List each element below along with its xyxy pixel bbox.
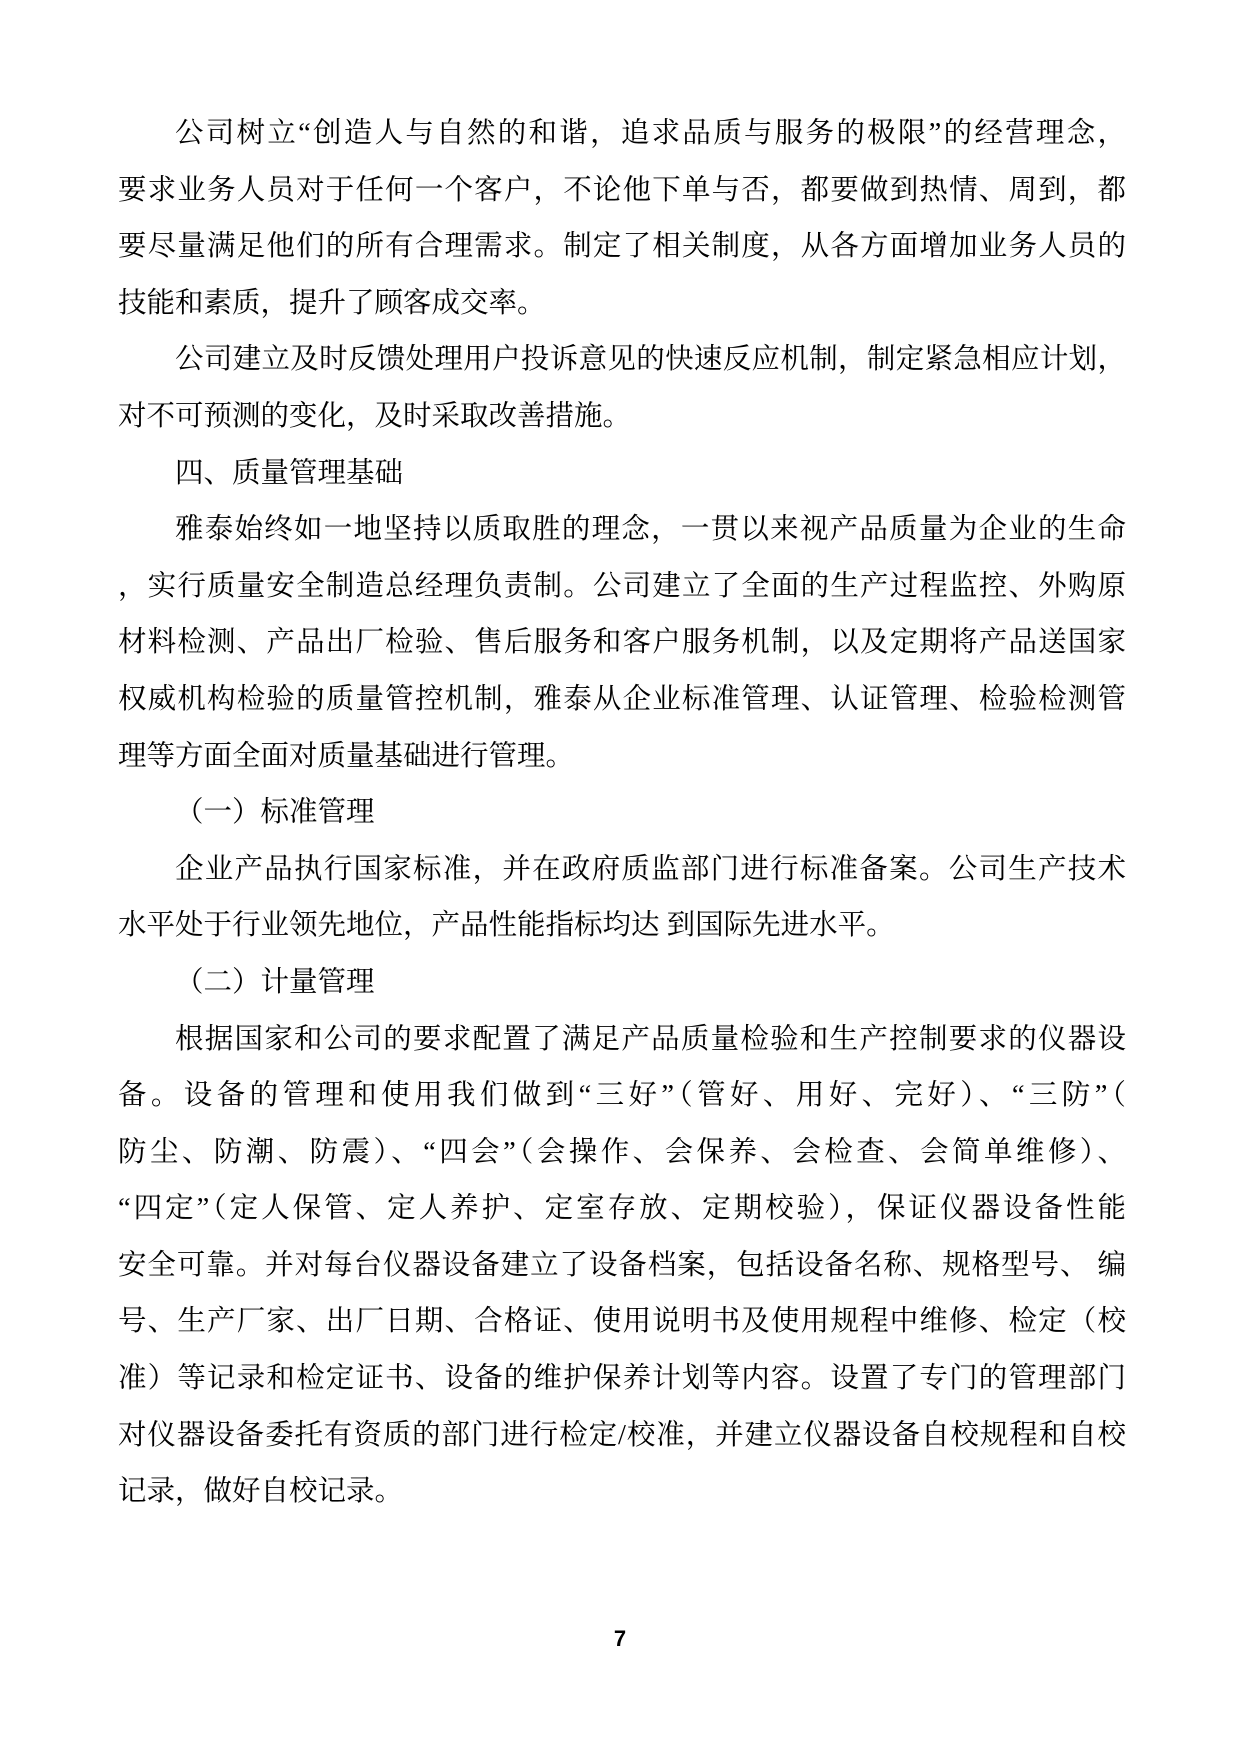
text-line: 水平处于行业领先地位，产品性能指标均达 到国际先进水平。 xyxy=(118,910,895,942)
heading-standard-management xyxy=(118,785,1126,842)
para-standard-management xyxy=(118,842,1126,955)
text-line: 要尽量满足他们的所有合理需求。制定了相关制度，从各方面增加业务人员的 xyxy=(118,231,1126,263)
heading-metrology-management xyxy=(118,955,1126,1012)
text-line: 号、生产厂家、出厂日期、合格证、使用说明书及使用规程中维修、检定（校 xyxy=(118,1306,1126,1338)
text-line: “四定”（定人保管、定人养护、定室存放、定期校验），保证仪器设备性能 xyxy=(118,1193,1126,1225)
text-line: 雅泰始终如一地坚持以质取胜的理念，一贯以来视产品质量为企业的生命 xyxy=(175,514,1126,546)
text-line: 备。设备的管理和使用我们做到“三好”（管好、用好、完好）、“三防”（ xyxy=(118,1080,1126,1112)
text-line: 准）等记录和检定证书、设备的维护保养计划等内容。设置了专门的管理部门 xyxy=(118,1363,1126,1395)
text-line: 根据国家和公司的要求配置了满足产品质量检验和生产控制要求的仪器设 xyxy=(175,1023,1126,1055)
heading-line: （一）标准管理 xyxy=(175,797,375,829)
text-line: 公司树立“创造人与自然的和谐，追求品质与服务的极限”的经营理念， xyxy=(175,118,1126,149)
heading-line: （二）计量管理 xyxy=(175,966,375,998)
text-line: 企业产品执行国家标准，并在政府质监部门进行标准备案。公司生产技术 xyxy=(175,853,1126,885)
text-line: 对仪器设备委托有资质的部门进行检定/校准，并建立仪器设备自校规程和自校 xyxy=(118,1419,1126,1451)
para-quality-overview xyxy=(118,502,1126,785)
document-body xyxy=(118,106,1126,1521)
page-number: 7 xyxy=(613,1626,627,1651)
heading-quality-management-basis xyxy=(118,446,1126,503)
text-line: 要求业务人员对于任何一个客户，不论他下单与否，都要做到热情、周到，都 xyxy=(118,174,1126,206)
text-line: 公司建立及时反馈处理用户投诉意见的快速反应机制，制定紧急相应计划， xyxy=(175,344,1126,376)
para-feedback-mechanism xyxy=(118,332,1126,445)
para-operating-philosophy xyxy=(118,106,1126,332)
text-line: 权威机构检验的质量管控机制，雅泰从企业标准管理、认证管理、检验检测管 xyxy=(118,683,1126,715)
heading-line: 四、质量管理基础 xyxy=(175,457,404,489)
para-metrology-management xyxy=(118,1012,1126,1521)
text-line: 材料检测、产品出厂检验、售后服务和客户服务机制，以及定期将产品送国家 xyxy=(118,627,1126,659)
text-line: 理等方面全面对质量基础进行管理。 xyxy=(118,740,575,772)
text-line: 技能和素质，提升了顾客成交率。 xyxy=(118,287,546,319)
text-line: 安全可靠。并对每台仪器设备建立了设备档案，包括设备名称、规格型号、 编 xyxy=(118,1249,1126,1281)
text-line: 防尘、防潮、防震）、“四会”（会操作、会保养、会检查、会简单维修）、 xyxy=(118,1136,1126,1168)
text-line: 记录，做好自校记录。 xyxy=(118,1476,404,1508)
text-line: ，实行质量安全制造总经理负责制。公司建立了全面的生产过程监控、外购原 xyxy=(118,570,1126,602)
text-line: 对不可预测的变化，及时采取改善措施。 xyxy=(118,400,632,432)
